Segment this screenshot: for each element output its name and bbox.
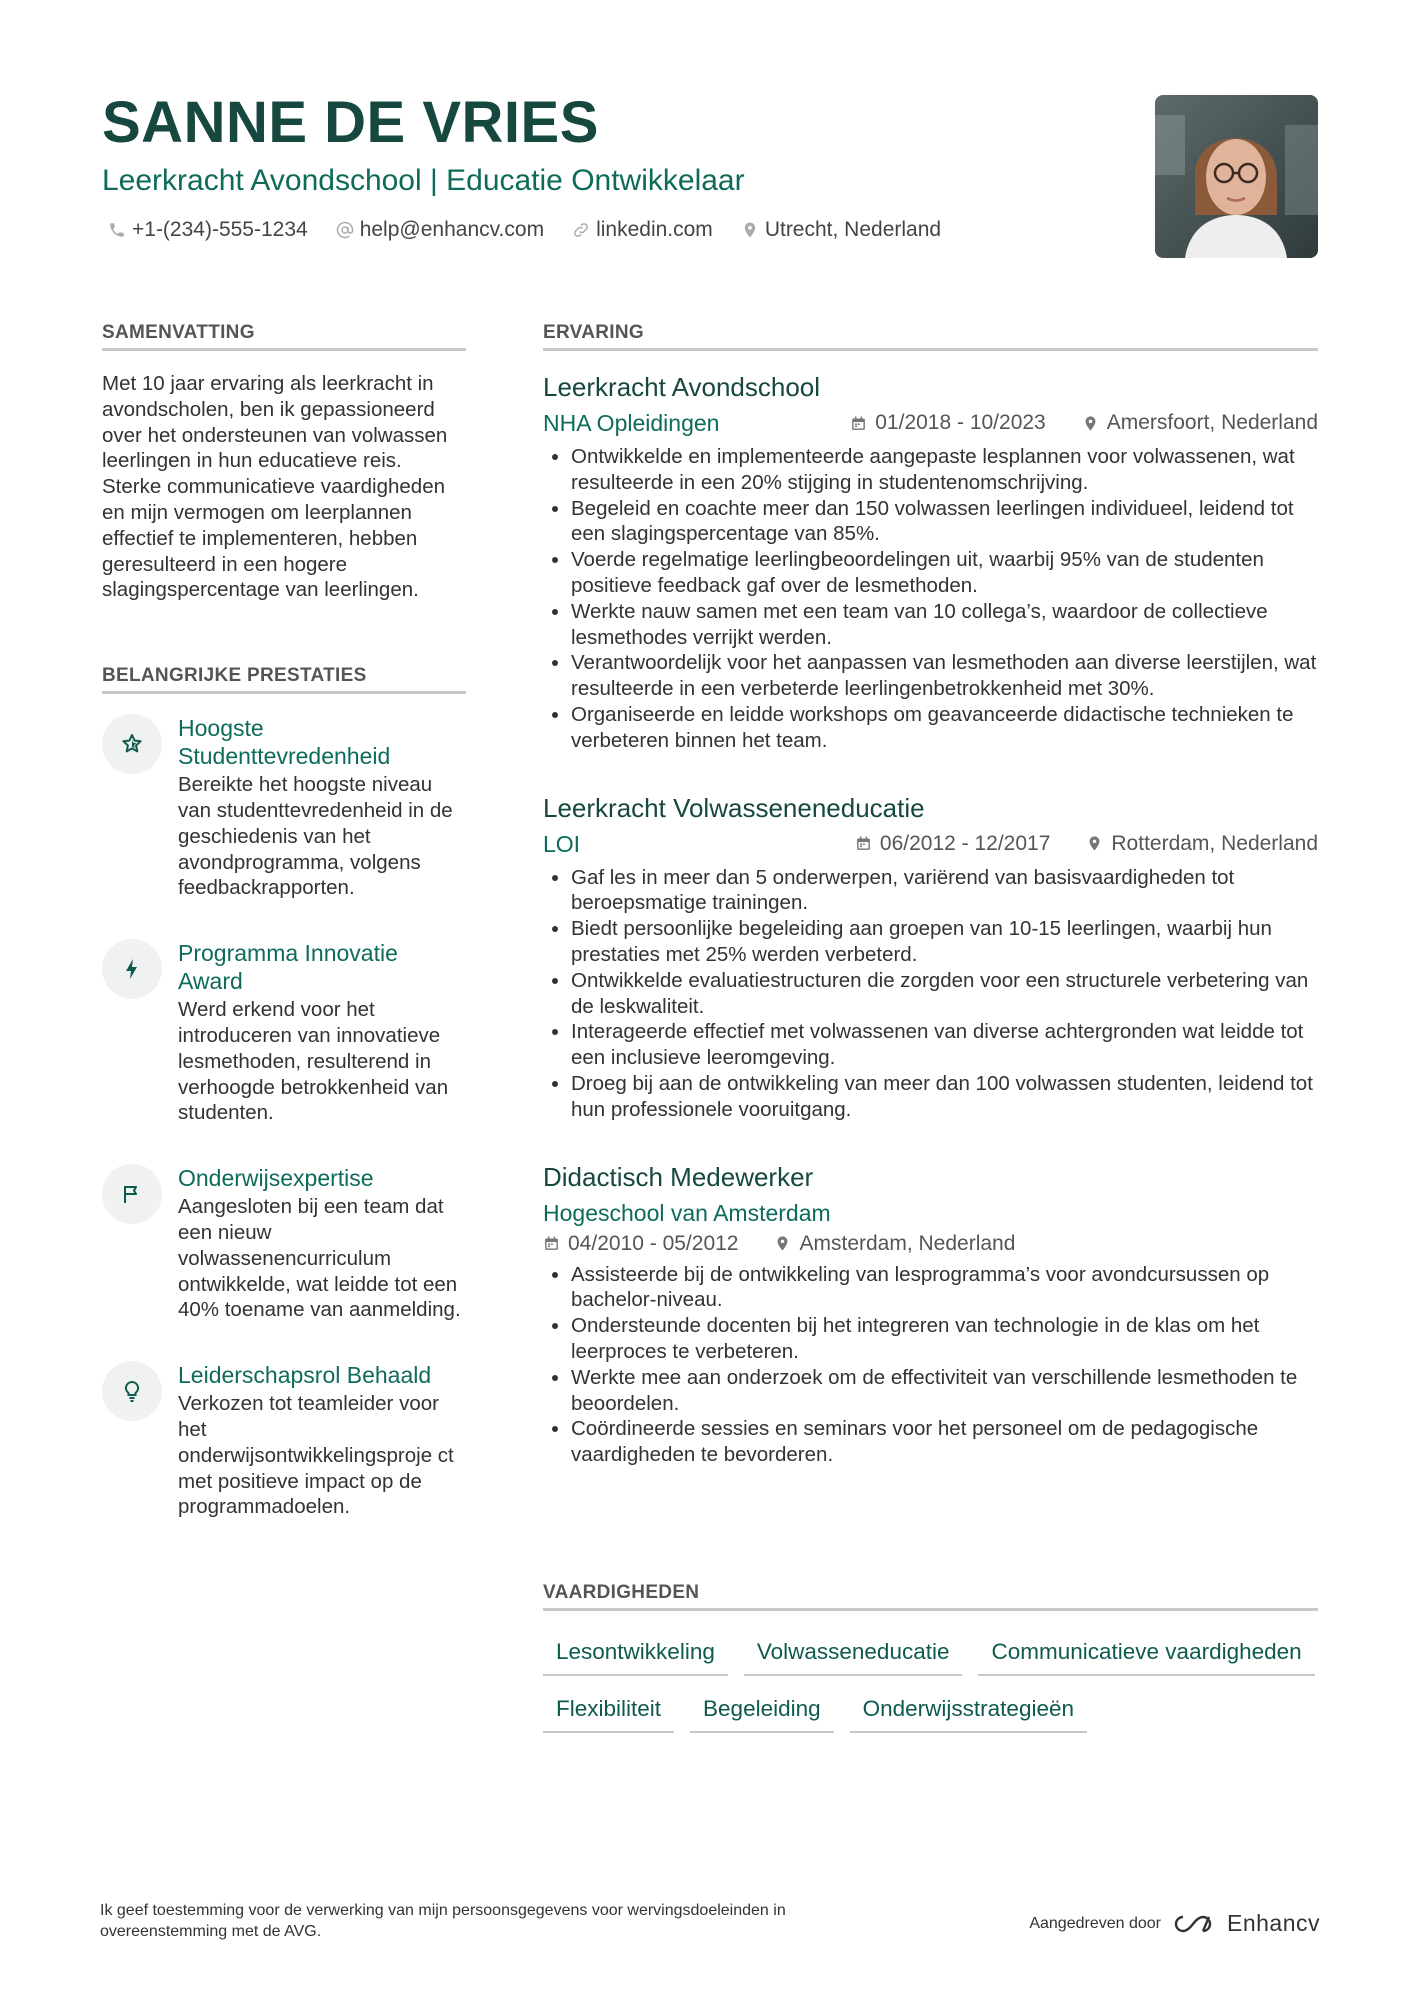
candidate-headline: Leerkracht Avondschool | Educatie Ontwikkelaar bbox=[102, 164, 745, 197]
location-icon bbox=[774, 1235, 791, 1252]
achievement-desc: Verkozen tot teamleider voor het onderwijsontwikkelingsproje ct met positieve impact op de programmadoelen. bbox=[178, 1392, 454, 1519]
skill-tag: Communicatieve vaardigheden bbox=[978, 1633, 1314, 1676]
list-item: • Verantwoordelijk voor het aanpassen van lesmethoden aan diverse leerstijlen, wat resulteerde in een verbeterde leerlingenbetrokkenheid met 30%. bbox=[571, 650, 1318, 702]
resume-header bbox=[102, 90, 1162, 242]
achievements-section-title: BELANGRIJKE PRESTATIES bbox=[102, 665, 466, 694]
list-item: • Voerde regelmatige leerlingbeoordelingen uit, waarbij 95% van de studenten positieve feedback gaf over de lesmethoden. bbox=[571, 547, 1318, 599]
achievement-desc: Aangesloten bij een team dat een nieuw volwassenencurriculum ontwikkelde, wat leidde tot een 40% toename van aanmelding. bbox=[178, 1195, 461, 1322]
skill-tag: Begeleiding bbox=[690, 1690, 834, 1733]
list-item: • Biedt persoonlijke begeleiding aan groepen van 10-15 leerlingen, waarbij hun prestaties met 25% werden verbeterd. bbox=[571, 916, 1318, 968]
job-meta bbox=[543, 1232, 1318, 1256]
job-location: Amsterdam, Nederland bbox=[799, 1231, 1016, 1255]
experience-item bbox=[543, 371, 1318, 754]
contact-location-text: Utrecht, Nederland bbox=[764, 218, 942, 241]
job-dates: 04/2010 - 05/2012 bbox=[568, 1231, 739, 1255]
job-bullets bbox=[543, 444, 1318, 754]
achievement-item bbox=[102, 1361, 466, 1520]
summary-text: Met 10 jaar ervaring als leerkracht in avondscholen, ben ik gepassioneerd over het ondersteunen van volwassen leerlingen in hun educatieve reis. Sterke communicatieve vaardigheden en mijn vermogen om leerplannen effectief te implementeren, hebben geresulteerd in een hogere slagingspercentage van leerlingen. bbox=[102, 372, 448, 602]
list-item: • Droeg bij aan de ontwikkeling van meer dan 100 volwassen studenten, leidend tot hun professionele vooruitgang. bbox=[571, 1071, 1318, 1123]
list-item: • Ontwikkelde evaluatiestructuren die zorgden voor een structurele verbetering van de leskwaliteit. bbox=[571, 968, 1318, 1020]
job-title: Leerkracht Avondschool bbox=[543, 372, 821, 402]
job-meta bbox=[543, 408, 1318, 438]
achievement-title: Onderwijsexpertise bbox=[178, 1165, 374, 1192]
star-icon bbox=[102, 714, 162, 774]
flag-icon bbox=[102, 1164, 162, 1224]
link-icon bbox=[572, 221, 590, 239]
contact-email[interactable] bbox=[336, 218, 544, 242]
list-item: • Gaf les in meer dan 5 onderwerpen, variërend van basisvaardigheden tot beroepsmatige trainingen. bbox=[571, 865, 1318, 917]
calendar-icon bbox=[850, 415, 867, 432]
achievement-title: Hoogste Studenttevredenheid bbox=[178, 715, 391, 770]
experience-item bbox=[543, 792, 1318, 1123]
powered-by[interactable] bbox=[1029, 1910, 1320, 1937]
skill-tag: Flexibiliteit bbox=[543, 1690, 674, 1733]
job-location: Rotterdam, Nederland bbox=[1111, 831, 1318, 855]
list-item: • Werkte mee aan onderzoek om de effectiviteit van verschillende lesmethoden te beoordelen. bbox=[571, 1365, 1318, 1417]
job-dates: 01/2018 - 10/2023 bbox=[875, 411, 1046, 434]
list-item: • Werkte nauw samen met een team van 10 collega’s, waardoor de collectieve lesmethodes verrijkt werden. bbox=[571, 599, 1318, 651]
list-item: • Assisteerde bij de ontwikkeling van lesprogramma’s voor avondcursussen op bachelor-niveau. bbox=[571, 1262, 1318, 1314]
company-name: LOI bbox=[543, 830, 581, 857]
consent-text: Ik geef toestemming voor de verwerking van mijn persoonsgegevens voor wervingsdoeleinden in overeenstemming met de AVG. bbox=[100, 1902, 786, 1940]
experience-section-title: ERVARING bbox=[543, 322, 1318, 351]
job-bullets bbox=[543, 1262, 1318, 1468]
location-icon bbox=[741, 221, 759, 239]
achievement-desc: Werd erkend voor het introduceren van innovatieve lesmethoden, resulterend in verhoogde betrokkenheid van studenten. bbox=[178, 998, 449, 1125]
achievement-title: Programma Innovatie Award bbox=[178, 940, 398, 995]
location-icon bbox=[1086, 835, 1103, 852]
page-footer bbox=[100, 1900, 1320, 1942]
list-item: • Organiseerde en leidde workshops om geavanceerde didactische technieken te verbeteren binnen het team. bbox=[571, 702, 1318, 754]
contact-email-text: help@enhancv.com bbox=[359, 218, 545, 241]
calendar-icon bbox=[855, 835, 872, 852]
lightning-icon bbox=[102, 939, 162, 999]
skill-tag: Onderwijsstrategieën bbox=[850, 1690, 1087, 1733]
calendar-icon bbox=[543, 1235, 560, 1252]
at-icon bbox=[336, 221, 354, 239]
skills-section bbox=[543, 1582, 1318, 1733]
contact-list bbox=[102, 218, 1162, 242]
experience-item bbox=[543, 1161, 1318, 1468]
job-meta-right bbox=[850, 411, 1318, 435]
job-meta-right bbox=[855, 832, 1318, 856]
skill-tag: Volwasseneducatie bbox=[744, 1633, 963, 1676]
skills-list bbox=[543, 1633, 1318, 1733]
contact-linkedin[interactable] bbox=[572, 218, 713, 242]
contact-location bbox=[741, 218, 941, 242]
job-bullets bbox=[543, 865, 1318, 1123]
job-title: Leerkracht Volwasseneneducatie bbox=[543, 792, 925, 823]
contact-phone[interactable] bbox=[108, 218, 308, 242]
achievement-item bbox=[102, 714, 466, 901]
phone-icon bbox=[108, 221, 126, 239]
list-item: • Begeleid en coachte meer dan 150 volwassen leerlingen individueel, leidend tot een slagingspercentage van 85%. bbox=[571, 496, 1318, 548]
skills-section-title: VAARDIGHEDEN bbox=[543, 1582, 1318, 1611]
contact-linkedin-text: linkedin.com bbox=[596, 218, 713, 241]
achievement-item bbox=[102, 1164, 466, 1323]
summary-section-title: SAMENVATTING bbox=[102, 322, 466, 351]
lightbulb-icon bbox=[102, 1361, 162, 1421]
company-name: Hogeschool van Amsterdam bbox=[543, 1199, 831, 1226]
enhancv-logo-icon bbox=[1171, 1913, 1217, 1935]
candidate-name: SANNE DE VRIES bbox=[102, 90, 599, 155]
job-location: Amersfoort, Nederland bbox=[1106, 411, 1318, 434]
skill-tag: Lesontwikkeling bbox=[543, 1633, 728, 1676]
achievement-item bbox=[102, 939, 466, 1126]
list-item: • Ondersteunde docenten bij het integreren van technologie in de klas om het leerproces te verbeteren. bbox=[571, 1313, 1318, 1365]
powered-by-label: Aangedreven door bbox=[1029, 1914, 1161, 1932]
job-meta bbox=[543, 829, 1318, 859]
list-item: • Interageerde effectief met volwassenen van diverse achtergronden wat leidde tot een inclusieve leeromgeving. bbox=[571, 1019, 1318, 1071]
job-dates: 06/2012 - 12/2017 bbox=[879, 831, 1051, 855]
list-item: • Coördineerde sessies en seminars voor het personeel om de pedagogische vaardigheden te bevorderen. bbox=[571, 1416, 1318, 1468]
right-column bbox=[543, 322, 1318, 1468]
list-item: • Ontwikkelde en implementeerde aangepaste lesplannen voor volwassenen, wat resulteerde in een 20% stijging in studentenomschrijving. bbox=[571, 444, 1318, 496]
contact-phone-text: +1-(234)-555-1234 bbox=[132, 218, 308, 241]
achievement-desc: Bereikte het hoogste niveau van studenttevredenheid in de geschiedenis van het avondprogramma, volgens feedbackrapporten. bbox=[178, 773, 453, 900]
job-title: Didactisch Medewerker bbox=[543, 1161, 814, 1192]
company-name: NHA Opleidingen bbox=[543, 410, 720, 436]
brand-name: Enhancv bbox=[1226, 1910, 1320, 1936]
left-column bbox=[102, 322, 466, 1558]
location-icon bbox=[1082, 415, 1099, 432]
achievement-title: Leiderschapsrol Behaald bbox=[178, 1362, 432, 1389]
achievements-list bbox=[102, 714, 466, 1520]
profile-photo bbox=[1155, 95, 1318, 258]
